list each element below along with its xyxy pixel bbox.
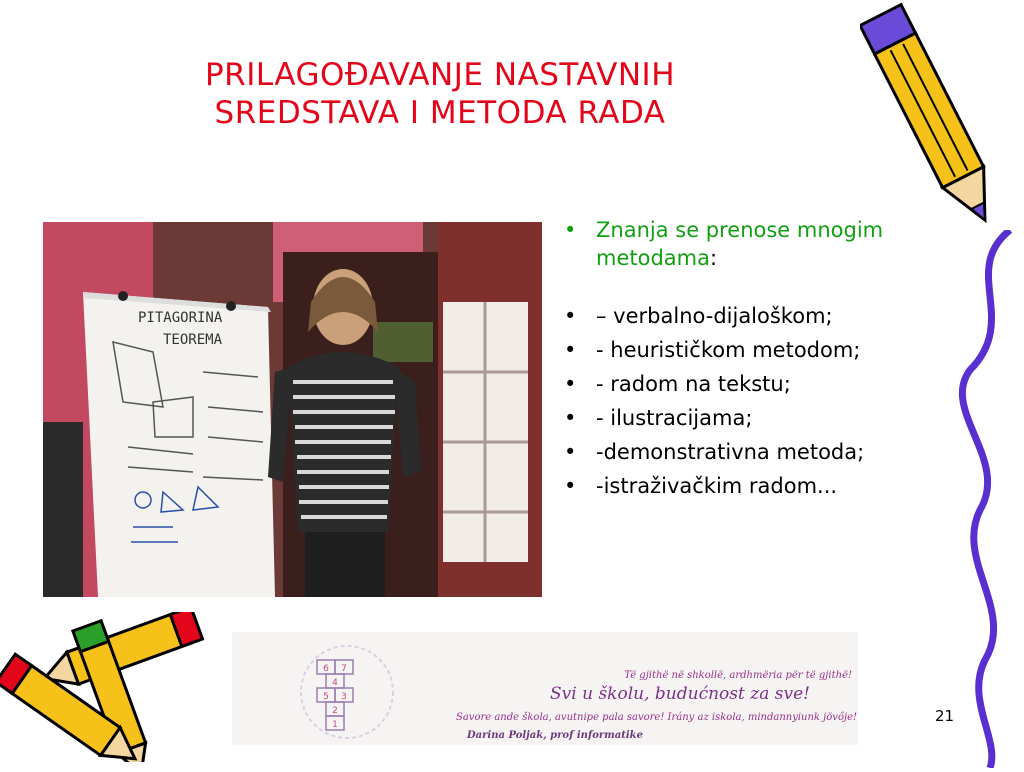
slide-title-line1: PRILAGOĐAVANJE NASTAVNIH [204, 57, 676, 93]
hopscotch-icon [262, 634, 412, 744]
list-item-text: - ilustracijama; [596, 406, 753, 430]
slide-title [70, 56, 810, 132]
hopscotch-num: 2 [332, 706, 338, 716]
bullet-marker: • [564, 406, 577, 430]
list-item [560, 336, 960, 364]
list-item [560, 438, 960, 466]
list-item-text: - heurističkom metodom; [596, 338, 861, 362]
hopscotch-num: 3 [341, 692, 347, 702]
hopscotch-num: 6 [323, 664, 329, 674]
bullet-marker: • [564, 218, 577, 242]
banner-author: Darina Poljak, prof informatike [467, 730, 643, 741]
bullet-intro-text: Znanja se prenose mnogim metodama [596, 218, 884, 270]
list-item-text: -demonstrativna metoda; [596, 440, 865, 464]
bullet-intro-colon: : [709, 246, 718, 270]
crossed-pencils-icon [0, 612, 210, 762]
hopscotch-num: 4 [332, 678, 338, 688]
banner-line3: Savore ande škola, avutnipe pala savore! Irány az iskola, mindannyiunk jövője! [455, 712, 857, 723]
list-item [560, 302, 960, 330]
list-item-text: -istraživačkim radom... [596, 474, 838, 498]
list-item [560, 472, 960, 500]
bullet-marker: • [564, 372, 577, 396]
bullet-list [560, 216, 960, 506]
list-item-text: - radom na tekstu; [596, 372, 791, 396]
board-text-line1: PITAGORINA [138, 310, 223, 326]
list-item [560, 370, 960, 398]
banner-line2: Svi u školu, budućnost za sve! [550, 684, 810, 704]
hopscotch-num: 5 [323, 692, 329, 702]
bullet-marker: • [564, 338, 577, 362]
board-text-line2: TEOREMA [163, 332, 223, 348]
hopscotch-num: 7 [341, 664, 347, 674]
list-item [560, 404, 960, 432]
banner-line1: Të gjithë në shkollë, ardhmëria për të gjithë! [624, 670, 852, 681]
bullet-marker: • [564, 440, 577, 464]
classroom-photo [43, 222, 542, 597]
bullet-marker: • [564, 304, 577, 328]
slide-title-line2: SREDSTAVA I METODA RADA [214, 95, 666, 131]
project-banner [232, 632, 858, 745]
list-item-text: – verbalno-dijaloškom; [596, 304, 833, 328]
bullet-marker: • [564, 474, 577, 498]
squiggle-line-icon [950, 230, 1024, 768]
slide-number: 21 [935, 707, 955, 725]
hopscotch-num: 1 [332, 720, 338, 730]
pencil-icon [860, 2, 1010, 242]
